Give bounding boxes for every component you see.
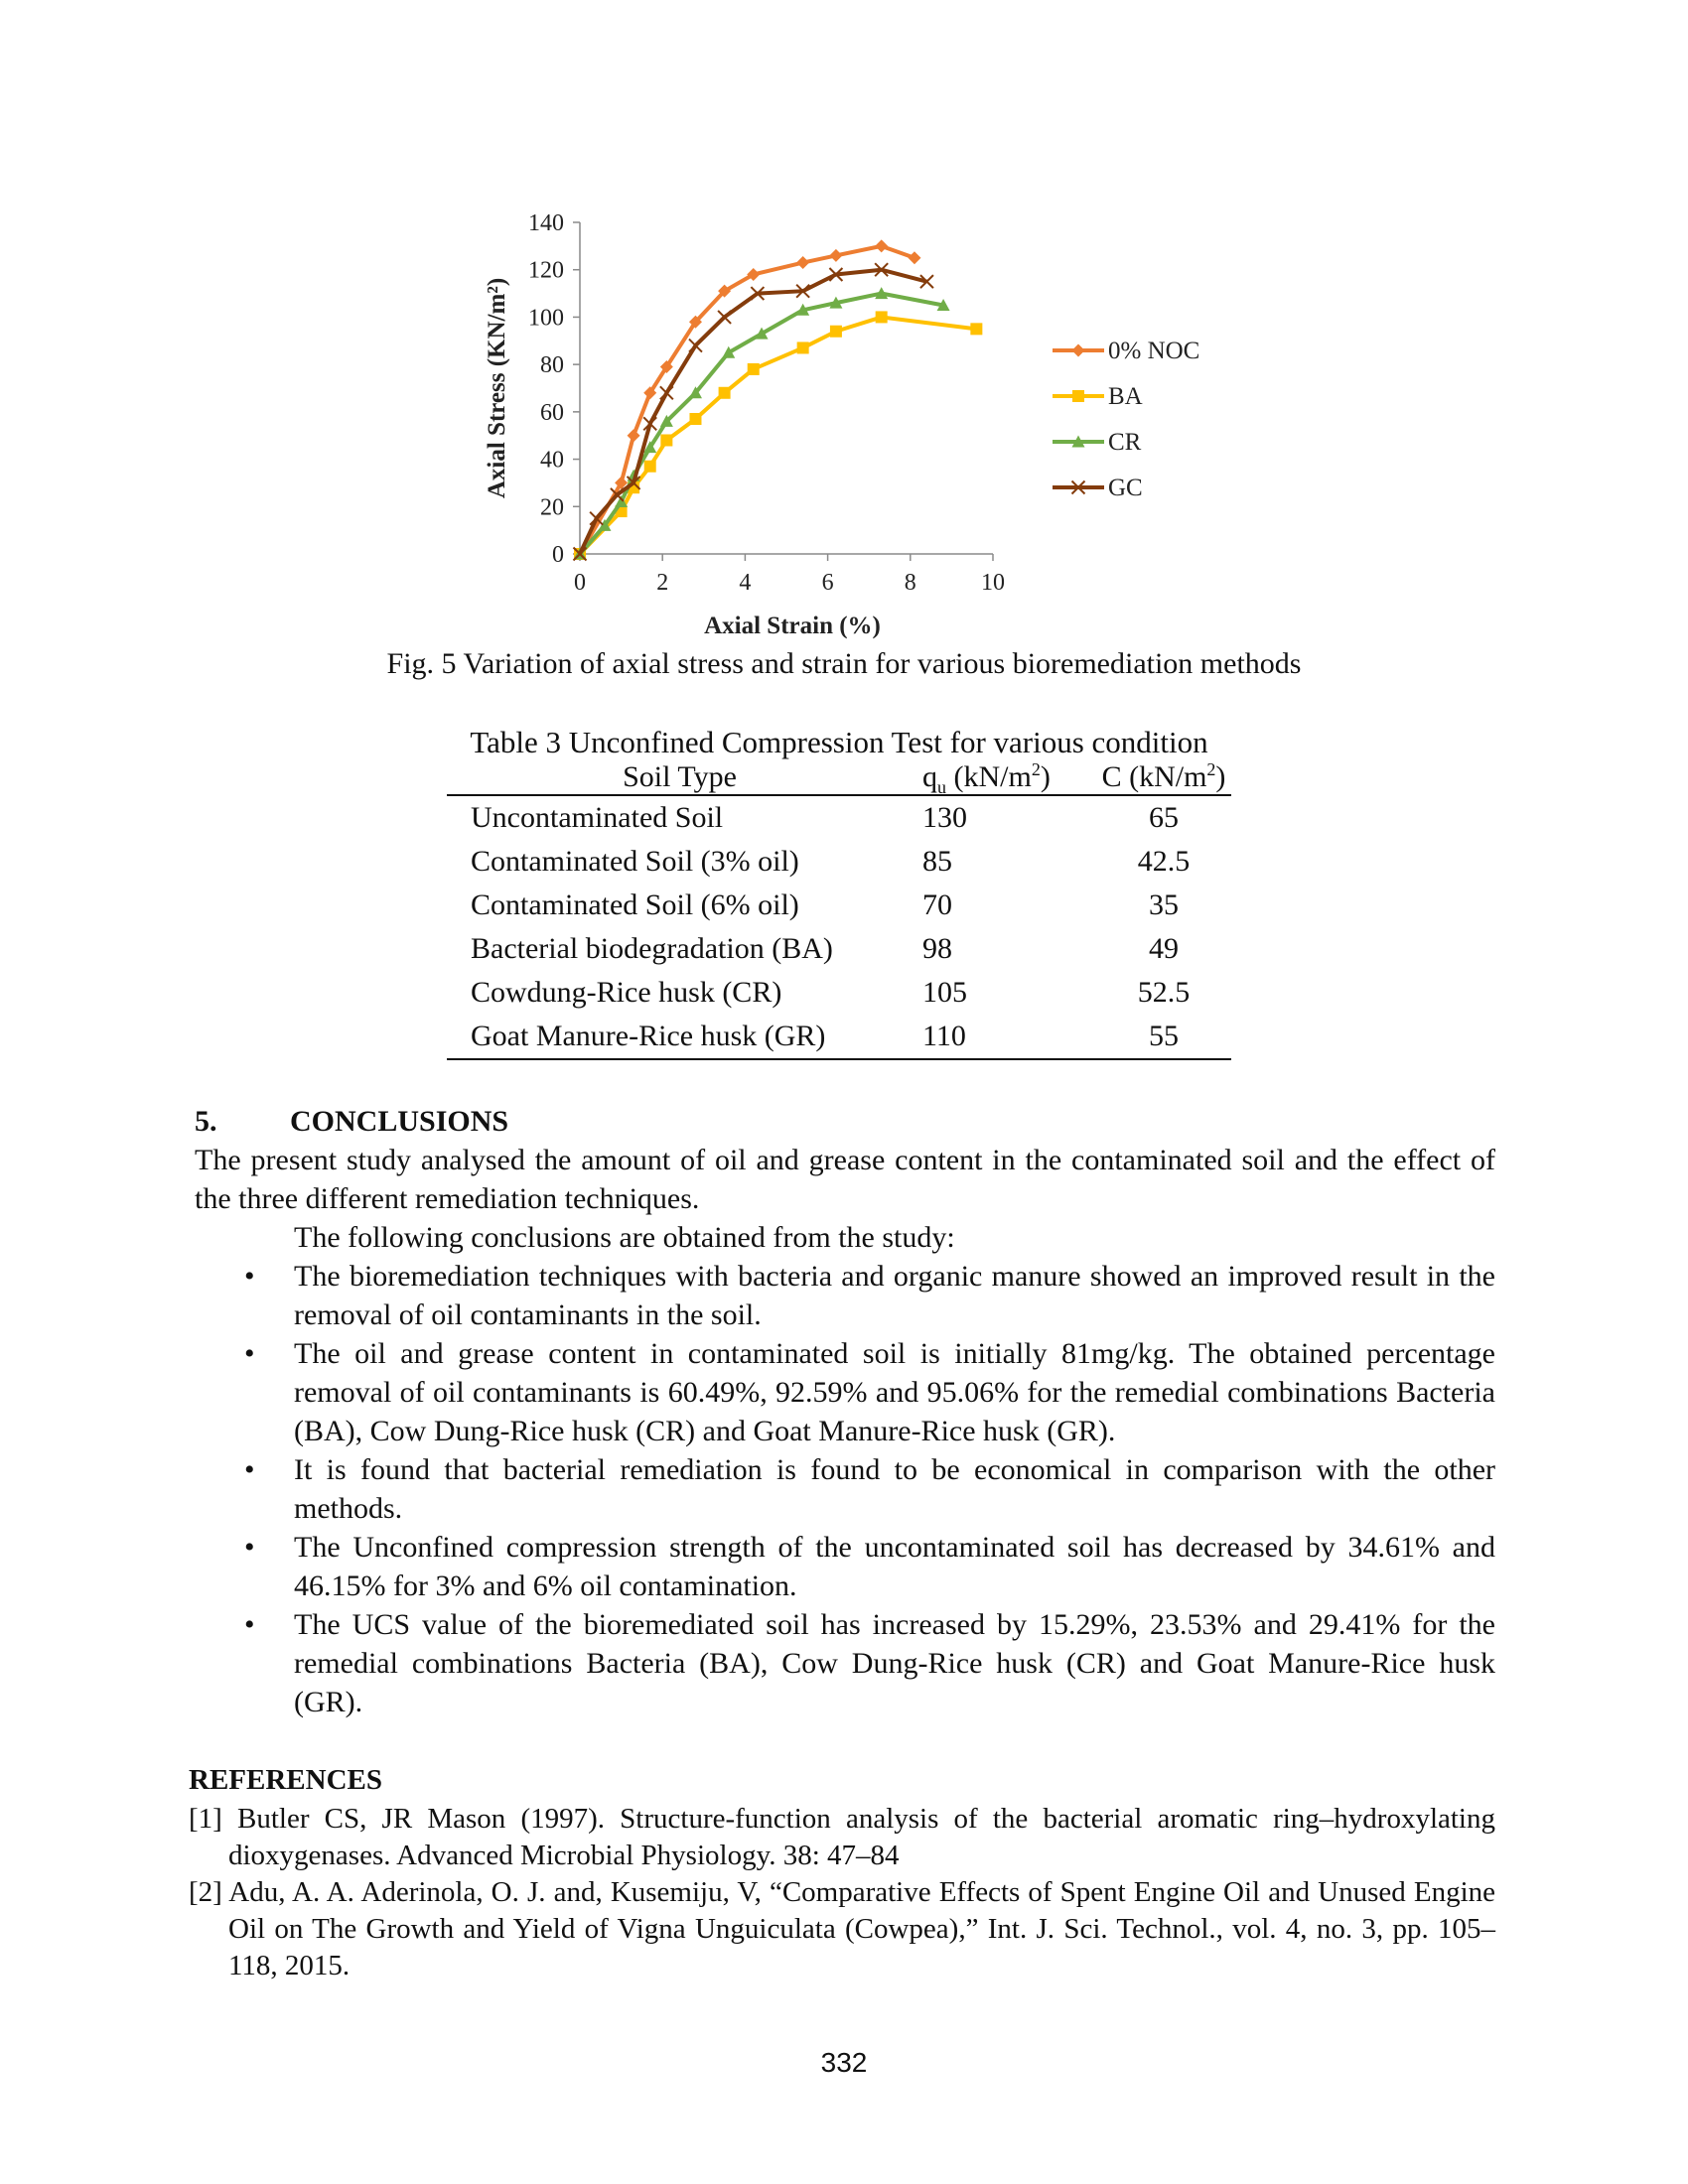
cell-c: 42.5 — [1137, 845, 1191, 878]
conclusions-list — [195, 1257, 1495, 1721]
references-heading: REFERENCES — [189, 1764, 382, 1796]
data-point — [718, 311, 731, 324]
legend-marker — [1072, 344, 1085, 357]
data-point — [829, 249, 842, 262]
table-row — [447, 971, 1231, 1015]
y-tick-label: 0 — [552, 542, 564, 568]
legend-marker — [1072, 390, 1084, 402]
cell-soil: Contaminated Soil (6% oil) — [471, 888, 799, 921]
list-item: • It is found that bacterial remediation is found to be economical in comparison with the other methods. — [195, 1450, 1495, 1528]
table-title: Table 3 Unconfined Compression Test for various condition — [470, 725, 1208, 759]
data-point — [830, 326, 842, 338]
x-tick-label: 4 — [739, 570, 752, 596]
y-tick-label: 40 — [540, 447, 564, 474]
ucs-table — [447, 760, 1231, 1060]
data-point — [628, 429, 640, 442]
y-tick-label: 120 — [528, 257, 564, 284]
series-line — [580, 246, 914, 554]
conclusions-intro: The present study analysed the amount of oil and grease content in the contaminated soil and the effect of the three different remediation techniques. — [195, 1144, 1495, 1215]
data-point — [689, 340, 702, 352]
ucs-table-block — [447, 725, 1231, 1060]
reference-item: [1] Butler CS, JR Mason (1997). Structure-function analysis of the bacterial aromatic ring–hydroxylating dioxygenases. Advanced Microbial Physiology. 38: 47–84 — [189, 1803, 1495, 1871]
x-tick-label: 0 — [574, 570, 586, 596]
bullet-icon: • — [244, 1608, 255, 1641]
data-point — [748, 363, 760, 375]
cell-qu: 105 — [922, 976, 967, 1009]
x-tick-label: 8 — [904, 570, 916, 596]
list-item: • The Unconfined compression strength of the uncontaminated soil has decreased by 34.61% and 46.15% for 3% and 6% oil contamination. — [195, 1528, 1495, 1605]
stress-strain-chart — [467, 199, 1221, 645]
header-soil-type: Soil Type — [447, 760, 913, 795]
x-tick-label: 6 — [821, 570, 834, 596]
figure-caption: Fig. 5 Variation of axial stress and strain for various bioremediation methods — [386, 647, 1302, 680]
cell-qu: 130 — [922, 801, 967, 834]
series-line — [580, 270, 926, 554]
x-tick-label: 2 — [656, 570, 669, 596]
data-point — [876, 311, 888, 323]
cell-c: 35 — [1149, 888, 1179, 921]
data-point — [797, 341, 809, 353]
table-row — [447, 840, 1231, 884]
cell-soil: Cowdung-Rice husk (CR) — [471, 976, 782, 1009]
cell-qu: 85 — [922, 845, 952, 878]
legend-label: CR — [1108, 429, 1142, 456]
data-point — [660, 434, 672, 446]
cell-soil: Bacterial biodegradation (BA) — [471, 932, 833, 965]
list-item: • The UCS value of the bioremediated soil has increased by 15.29%, 23.53% and 29.41% for the remedial combinations Bacteria (BA), Cow Dung-Rice husk (CR) and Goat Manure-Rice husk (GR). — [195, 1605, 1495, 1721]
cell-c: 55 — [1096, 1015, 1231, 1059]
data-point — [970, 323, 982, 335]
header-qu: $q_u$ $(kN/m^2)$ — [913, 760, 1096, 795]
list-item: • The bioremediation techniques with bacteria and organic manure showed an improved result in the removal of oil contaminants in the soil. — [195, 1257, 1495, 1334]
bullet-icon: • — [244, 1531, 255, 1564]
y-tick-label: 60 — [540, 399, 564, 426]
cell-c: 49 — [1149, 932, 1179, 965]
section-heading: 5. CONCLUSIONS — [195, 1105, 509, 1138]
table-row — [447, 1015, 1231, 1059]
legend-label: GC — [1108, 475, 1143, 501]
cell-soil: Uncontaminated Soil — [471, 801, 724, 834]
x-axis-title: Axial Strain (%) — [704, 613, 881, 639]
cell-qu: 98 — [922, 932, 952, 965]
data-point — [689, 413, 701, 425]
reference-item: [2] Adu, A. A. Aderinola, O. J. and, Kusemiju, V, “Comparative Effects of Spent Engine Oil and Unused Engine Oil on The Growth and Yield of Vigna Unguiculata (Cowpea),” Int. J. Sci. Technol., vol. 4, no. 3, pp. 105–118, 2015. — [189, 1876, 1495, 1981]
data-point — [660, 386, 673, 399]
references-section — [189, 1762, 1495, 1984]
cell-c: 65 — [1149, 801, 1179, 834]
y-tick-label: 20 — [540, 494, 564, 521]
y-tick-label: 140 — [528, 210, 564, 236]
data-point — [719, 387, 731, 399]
table-header-row — [447, 760, 1231, 795]
conclusions-section — [195, 1102, 1495, 1721]
x-tick-label: 10 — [981, 570, 1005, 596]
table-row — [447, 884, 1231, 927]
cell-c: 52.5 — [1137, 976, 1191, 1009]
bullet-icon: • — [244, 1453, 255, 1486]
page-number: 332 — [820, 2047, 868, 2078]
data-point — [796, 256, 809, 269]
cell-qu: 110 — [913, 1015, 1096, 1059]
table-row — [447, 927, 1231, 971]
list-item: • The oil and grease content in contaminated soil is initially 81mg/kg. The obtained percentage removal of oil contaminants is 60.49%, 92.59% and 95.06% for the remedial combinations Bacteria (BA), Cow Dung-Rice husk (CR) and Goat Manure-Rice husk (GR). — [195, 1334, 1495, 1450]
table-row — [447, 795, 1231, 840]
bullet-icon: • — [244, 1337, 255, 1370]
y-tick-label: 100 — [528, 305, 564, 332]
y-axis-title: Axial Stress (KN/m²) — [484, 277, 510, 499]
legend-label: 0% NOC — [1108, 338, 1200, 364]
data-point — [875, 239, 888, 252]
data-point — [644, 461, 656, 473]
cell-soil: Contaminated Soil (3% oil) — [471, 845, 799, 878]
legend-label: BA — [1108, 383, 1143, 410]
cell-soil: Goat Manure-Rice husk (GR) — [447, 1015, 913, 1059]
conclusions-lead: The following conclusions are obtained from the study: — [294, 1221, 955, 1254]
data-point — [908, 251, 920, 264]
y-tick-label: 80 — [540, 352, 564, 379]
cell-qu: 70 — [922, 888, 952, 921]
bullet-icon: • — [244, 1260, 255, 1293]
header-c: C $(kN/m^2)$ — [1096, 760, 1231, 795]
